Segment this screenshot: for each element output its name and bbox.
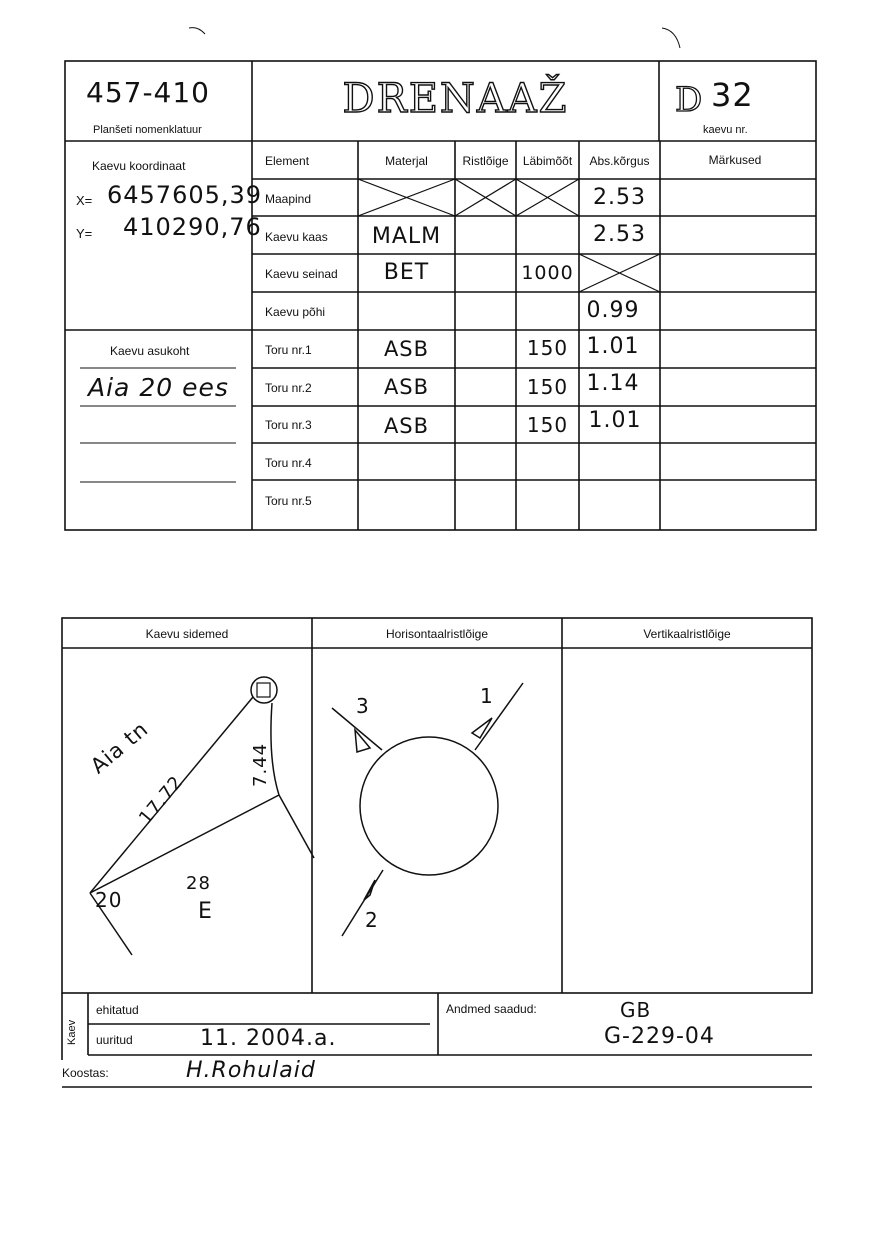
row-material-value: ASB [383,375,430,399]
row-diameter-value: 150 [526,413,569,437]
x-coordinate: 6457605,39 [107,181,263,209]
coordinates-label: Kaevu koordinaat [92,159,186,173]
row-material-value: ASB [383,337,430,361]
street-name-note: Aia tn [86,716,153,779]
row-element-label: Kaevu põhi [265,305,326,319]
house-number-note: 20 [95,888,123,912]
row-height-value: 1.14 [586,371,640,396]
row-material-value: MALM [371,224,442,249]
long-distance-note: 17.72 [135,771,188,829]
row-material-value: BET [383,260,430,285]
row-diameter-value: 150 [526,336,569,360]
col-material: Materjal [385,154,428,168]
x-prefix: X= [76,193,93,208]
compiled-by-label: Koostas: [62,1066,109,1080]
row-element-label: Kaevu kaas [265,230,328,244]
location-label: Kaevu asukoht [110,344,190,358]
row-element-label: Toru nr.2 [265,381,312,395]
well-prefix: D [675,80,703,120]
well-side-label: Kaev [66,1019,78,1045]
sheet-number: 457-410 [86,76,210,109]
form-title: DRENAAŽ [342,76,569,122]
location-value: Aia 20 ees [88,373,229,402]
data-received-number: G-229-04 [604,1024,715,1049]
surveyed-value: 11. 2004.a. [200,1026,337,1051]
col-abs-height: Abs.kõrgus [589,154,650,168]
y-prefix: Y= [76,226,93,241]
pipe-3-label: 3 [356,694,370,718]
right-distance-note: 7.44 [250,742,271,787]
pipe-2-label: 2 [365,908,379,932]
well-number: 32 [711,76,754,114]
mid-letter-note: E [198,899,213,924]
row-height-value: 1.01 [586,334,640,359]
connections-label: Kaevu sidemed [145,627,229,641]
sheet-label: Planšeti nomenklatuur [93,124,202,136]
col-notes: Märkused [708,153,762,167]
row-height-value: 2.53 [593,185,646,210]
data-received-label: Andmed saadud: [446,1002,537,1016]
col-diameter: Läbimõõt [522,154,573,168]
mid-number-note: 28 [186,873,211,894]
row-diameter-value: 150 [526,375,569,399]
row-material-value: ASB [383,414,430,438]
row-element-label: Maapind [265,192,312,206]
row-diameter-value: 1000 [521,262,574,284]
row-element-label: Toru nr.1 [265,343,312,357]
data-received-code: GB [620,998,652,1022]
surveyed-label: uuritud [96,1033,133,1047]
built-label: ehitatud [96,1003,139,1017]
row-height-value: 2.53 [593,222,646,247]
row-height-value: 1.01 [588,408,642,433]
horizontal-section-label: Horisontaalristlõige [385,627,489,641]
y-coordinate: 410290,76 [123,213,262,241]
vertical-section-label: Vertikaalristlõige [643,627,731,641]
compiled-by-value: H.Rohulaid [186,1058,316,1083]
row-element-label: Kaevu seinad [265,267,338,281]
row-element-label: Toru nr.4 [265,456,312,470]
pipe-1-label: 1 [480,684,494,708]
col-element: Element [265,154,310,168]
row-height-value: 0.99 [586,298,640,323]
well-label: kaevu nr. [703,124,748,136]
row-element-label: Toru nr.5 [265,494,312,508]
row-element-label: Toru nr.3 [265,418,312,432]
col-cross-section: Ristlõige [462,154,509,168]
